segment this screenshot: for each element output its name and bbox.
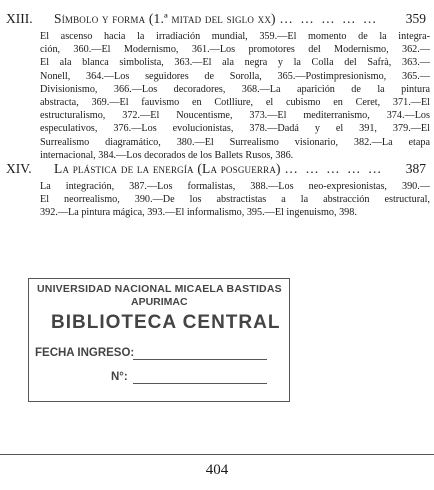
chapter-summary (40, 30, 430, 162)
chapter-number: XIII. (6, 11, 33, 26)
footer-rule (0, 454, 434, 455)
leader-dots: … … … … … (284, 161, 384, 176)
chapter-xiii (6, 10, 430, 162)
chapter-title: La plástica de la energía (La posguerra) (54, 161, 281, 176)
library-stamp (28, 278, 290, 402)
summary-line: El ala blanca simbolista, 363.—El ala negra y la Colla del Safrà, 363.— (40, 57, 430, 69)
chapter-xiv (6, 160, 430, 220)
summary-line: internacional, 384.—Los decorados de los Ballets Rusos, 386. (40, 149, 294, 161)
chapter-heading (6, 10, 430, 28)
stamp-university: UNIVERSIDAD NACIONAL MICAELA BASTIDAS (37, 283, 282, 295)
summary-line: estructuralismo, 372.—El Noucentisme, 373.—El mediterranismo, 374.—Los (40, 110, 430, 122)
stamp-region: APURIMAC (131, 296, 188, 308)
chapter-title: Símbolo y forma (1.ª mitad del siglo xx) (54, 11, 276, 26)
summary-line: ción, 360.—El Modernismo, 361.—Los promotores del Modernismo, 362.— (40, 44, 430, 56)
summary-line: Divisionismo, 366.—Los decoradores, 368.—La aparición de la pintura (40, 83, 430, 95)
chapter-number: XIV. (6, 161, 32, 176)
stamp-fecha-label: FECHA INGRESO: (35, 347, 135, 359)
chapter-page-number: 387 (405, 161, 426, 176)
chapter-heading (6, 160, 430, 178)
summary-line: El neorrealismo, 390.—De los abstractistas a la abstracción estructural, (40, 194, 430, 206)
stamp-library-name: BIBLIOTECA CENTRAL (51, 312, 281, 333)
chapter-title-line (54, 160, 383, 178)
summary-line: El ascenso hacia la irradiación mundial, 359.—El momento de la integra- (40, 31, 430, 42)
summary-line: Surrealismo diagramático, 380.—El Surrealismo visionario, 382.—La etapa (40, 136, 430, 148)
chapter-page-number: 359 (405, 11, 426, 26)
stamp-fecha-line (133, 359, 267, 360)
stamp-numero-line (133, 383, 267, 384)
summary-line: 392.—La pintura mágica, 393.—El informalismo, 395.—El ingenuismo, 398. (40, 207, 357, 219)
summary-line: La integración, 387.—Los formalistas, 388.—Los neo-expresionistas, 390.— (40, 181, 430, 192)
summary-line: especulativos, 376.—Los evolucionistas, 378.—Dadá y el 391, 379.—El (40, 123, 430, 135)
summary-line: abstracta, 369.—El fauvismo en Cotlliure, el cubismo en Ceret, 371.—El (40, 97, 430, 109)
stamp-numero-label: N°: (111, 371, 128, 383)
chapter-title-line (54, 10, 378, 28)
page-number: 404 (205, 462, 229, 478)
leader-dots: … … … … … (279, 11, 379, 26)
chapter-summary (40, 180, 430, 220)
summary-line: Nonell, 364.—Los seguidores de Sorolla, 365.—Postimpresionismo, 365.— (40, 70, 430, 82)
